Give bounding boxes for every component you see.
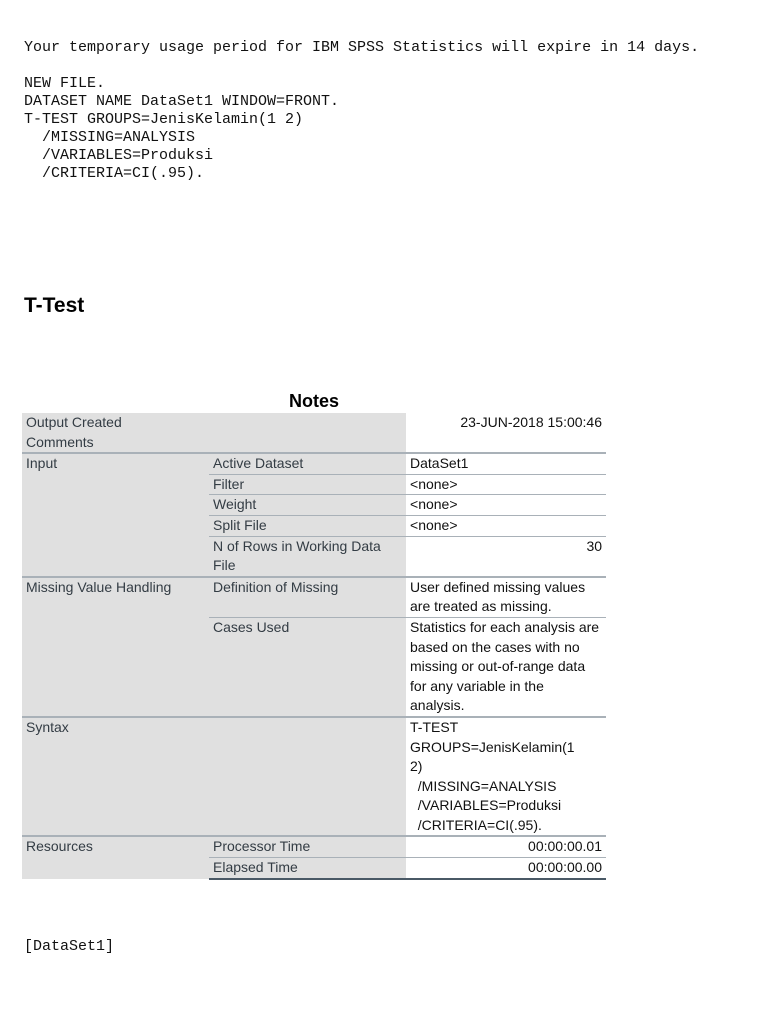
comments-value xyxy=(406,433,606,454)
row-subheader-active-dataset: Active Dataset xyxy=(209,453,406,474)
active-dataset-value: DataSet1 xyxy=(406,453,606,474)
row-header-output-created: Output Created xyxy=(22,413,406,433)
row-subheader-elapsed-time: Elapsed Time xyxy=(209,858,406,879)
syntax-value-line: GROUPS=JenisKelamin(1 xyxy=(410,738,575,755)
cases-used-value: Statistics for each analysis are based on the cases with no missing or out-of-range data for any variable in the analysis. xyxy=(406,617,606,716)
syntax-line: T-TEST GROUPS=JenisKelamin(1 2) xyxy=(24,111,304,128)
license-expiry-notice: Your temporary usage period for IBM SPSS Statistics will expire in 14 days. xyxy=(24,39,700,56)
syntax-line: DATASET NAME DataSet1 WINDOW=FRONT. xyxy=(24,93,340,110)
section-title[interactable]: T-Test xyxy=(24,294,85,317)
table-row xyxy=(22,836,606,857)
syntax-value-line: /CRITERIA=CI(.95). xyxy=(410,816,542,833)
syntax-value xyxy=(406,717,606,837)
filter-value: <none> xyxy=(406,474,606,495)
output-created-value: 23-JUN-2018 15:00:46 xyxy=(406,413,606,433)
syntax-value-line: 2) xyxy=(410,758,423,775)
row-subheader-filter: Filter xyxy=(209,474,406,495)
syntax-value-line: /MISSING=ANALYSIS xyxy=(410,777,557,794)
elapsed-time-value: 00:00:00.00 xyxy=(406,858,606,879)
table-row xyxy=(22,453,606,474)
syntax-line: /VARIABLES=Produksi xyxy=(24,147,214,164)
table-row xyxy=(22,577,606,618)
table-row xyxy=(22,413,606,433)
row-subheader-definition-of-missing: Definition of Missing xyxy=(209,577,406,618)
row-header-resources: Resources xyxy=(22,836,209,878)
row-subheader-cases-used: Cases Used xyxy=(209,617,406,716)
table-row xyxy=(22,433,606,454)
syntax-log xyxy=(24,39,744,183)
syntax-line: /MISSING=ANALYSIS xyxy=(24,129,196,146)
weight-value: <none> xyxy=(406,495,606,516)
table-row xyxy=(22,717,606,837)
notes-table[interactable] xyxy=(22,413,606,880)
row-subheader-split-file: Split File xyxy=(209,515,406,536)
syntax-line: NEW FILE. xyxy=(24,75,106,92)
syntax-line: /CRITERIA=CI(.95). xyxy=(24,165,205,182)
notes-table-title[interactable]: Notes xyxy=(288,391,339,411)
definition-of-missing-value: User defined missing values are treated as missing. xyxy=(406,577,606,618)
row-subheader-processor-time: Processor Time xyxy=(209,836,406,857)
n-of-rows-value: 30 xyxy=(406,536,606,577)
row-header-input: Input xyxy=(22,453,209,577)
processor-time-value: 00:00:00.01 xyxy=(406,836,606,857)
syntax-value-line: /VARIABLES=Produksi xyxy=(410,797,562,814)
active-dataset-tag: [DataSet1] xyxy=(24,938,115,955)
syntax-value-line: T-TEST xyxy=(410,718,459,735)
row-subheader-n-of-rows: N of Rows in Working Data File xyxy=(209,536,406,577)
row-header-missing-value-handling: Missing Value Handling xyxy=(22,577,209,717)
row-header-syntax: Syntax xyxy=(22,717,406,837)
split-file-value: <none> xyxy=(406,515,606,536)
row-header-comments: Comments xyxy=(22,433,406,454)
row-subheader-weight: Weight xyxy=(209,495,406,516)
